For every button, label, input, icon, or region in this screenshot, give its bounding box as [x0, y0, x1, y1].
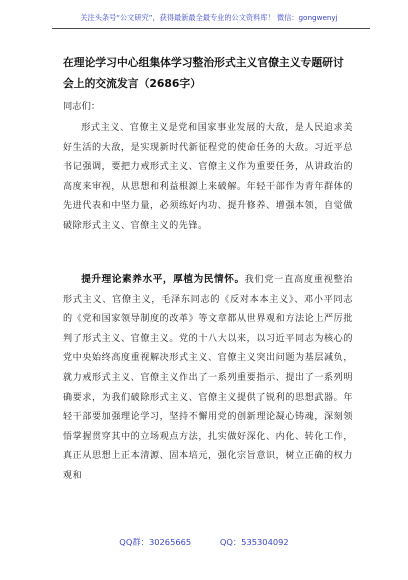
document-title: 在理论学习中心组集体学习整治形式主义官僚主义专题研讨会上的交流发言（2686字）: [63, 56, 344, 90]
footer-contact: [0, 536, 408, 548]
footer-qq: QQ：535304092: [219, 537, 289, 547]
footer-qq-group: QQ群：30265665: [119, 537, 192, 547]
paragraph-2-body: 我们党一直高度重视整治形式主义、官僚主义，毛泽东同志的《反对本本主义》、邓小平同志的《党和国家领导制度的改革》等文章都从世界观和方法论上严厉批判了形式主义、官僚主义。党的十八大以来，以习近平同志为核心的党中央始终高度重视解决形式主义、官僚主义突出问题为基层减负，就力戒形式主义、官僚主义作出了一系列重要指示、提出了一系列明确要求，为我们破除形式主义、官僚主义提供了锐利的思想武器。年轻干部要加强理论学习，坚持不懈用党的创新理论凝心铸魂，深刻领悟掌握贯穿其中的立场观点方法，扎实做好深化、内化、转化工作，真正从思想上正本清源、固本培元，强化宗旨意识，树立正确的权力观和: [63, 275, 353, 481]
paragraph-2-lead: 提升理论素养水平，厚植为民情怀。: [81, 274, 245, 285]
salutation: 同志们：: [63, 101, 101, 112]
header-promo-note: 关注头条号“公文研究”，获得最新最全最专业的公文资料库！ 微信：gongwenyj: [80, 13, 338, 22]
header-divider: [52, 28, 370, 29]
paragraph-1: 形式主义、官僚主义是党和国家事业发展的大敌，是人民追求美好生活的大敌，是实现新时代新征程党的使命任务的大敌。习近平总书记强调，要把力戒形式主义、官僚主义作为重要任务，从讲政治的高度来审视，从思想和利益根源上来破解。年轻干部作为青年群体的先进代表和中坚力量，必须练好内功、提升修养、增强本领，自觉做破除形式主义、官僚主义的先锋。: [63, 123, 353, 231]
paragraph-2: [63, 270, 353, 487]
